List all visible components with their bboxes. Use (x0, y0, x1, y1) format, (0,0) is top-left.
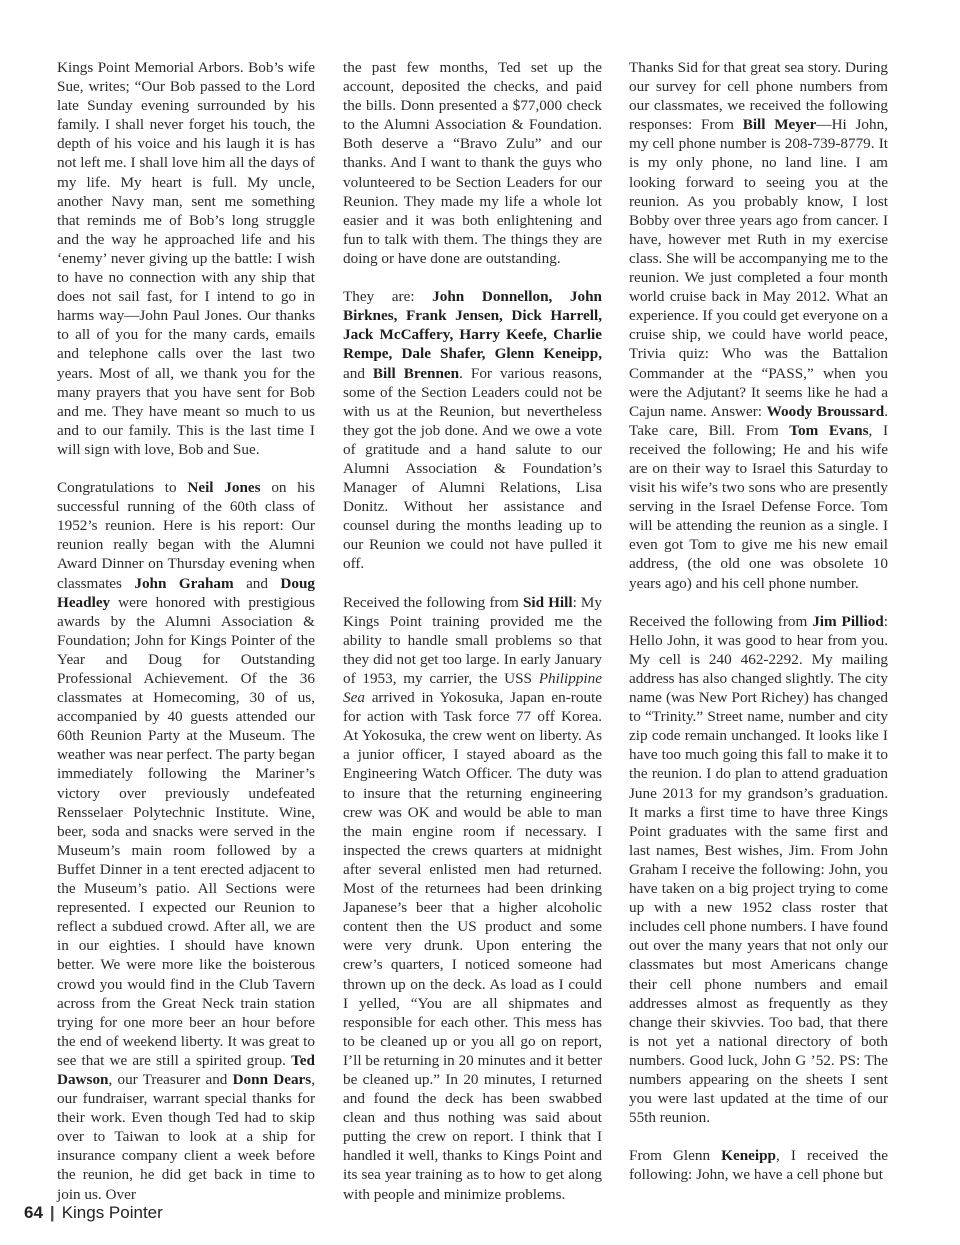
bold-name: Ted Dawson (57, 1051, 315, 1088)
text-run: . Take care, Bill. From (629, 402, 888, 439)
text-run: : Hello John, it was good to hear from you. My cell is 240 462-2292. My mailing address has also changed slightly. The city name (was New Port Richey) has changed to “Trinity.” Street name, number and city zip code remain unchanged. It looks like I have too much going this fall to make it to the reunion. I do plan to attend graduation June 2013 for my grandson’s graduation. It marks a first time to have three Kings Point graduates with the same first and last names, Best wishes, Jim. From John Graham I receive the following: John, you have taken on a big project trying to come up with a new 1952 class roster that includes cell phone numbers. I have found out over the many years that not only our classmates but most Americans change their cell phone numbers and email addresses almost as frequently as they change their skivvies. Too bad, that there is not yet a national directory of both numbers. Good luck, John G ’52. PS: The numbers appearing on the sheets I sent you were last updated at the time of our 55th reunion. (629, 612, 888, 1127)
text-run: arrived in Yokosuka, Japan en-route for action with Task force 77 off Korea. At Yokosuka, the crew went on liberty. As a junior officer, I stayed aboard as the Engineering Watch Officer. The duty was to insure that the returning engineering crew was OK and would be able to man the main engine room if necessary. I inspected the crews quarters at midnight after several enlisted men had returned. Most of the returnees had been drinking Japanese’s beer that a higher alcoholic content then the US product and some were very drunk. Upon entering the crew’s quarters, I noticed someone had thrown up on the deck. As load as I could I yelled, “You are all shipmates and responsible for each other. This mess has to be cleaned up or you all go on report, I’ll be returning in 20 minutes and it better be cleaned up.” In 20 minutes, I returned and found the deck has been swabbed clean and thus nothing was said about putting the crew on report. I think that I handled it well, thanks to Kings Point and its sea year training as to how to get along with people and minimize problems. (343, 689, 602, 1203)
text-run: on his successful running of the 60th class of 1952’s reunion. Here is his report: Our reunion really began with the Alumni Award Dinner on Thursday evening when classmates (57, 479, 315, 592)
bold-name: Donn Dears (232, 1070, 312, 1088)
article-column-1 (57, 58, 315, 1204)
bold-name: Doug Headley (57, 574, 315, 611)
page-footer (24, 1203, 163, 1223)
article-paragraph (57, 478, 315, 1204)
article-column-2 (343, 58, 602, 1204)
bold-name: Tom Evans (789, 421, 869, 439)
text-run: They are: (343, 288, 433, 306)
text-run: Congratulations to (57, 479, 188, 497)
bold-name: Keneipp (721, 1147, 776, 1165)
bold-name: John Graham (134, 574, 234, 592)
bold-name: Woody Broussard (766, 402, 885, 420)
footer-separator: | (49, 1203, 55, 1222)
bold-name: Neil Jones (187, 479, 261, 497)
bold-name: Jim Pilliod (812, 612, 884, 630)
text-run: Kings Point Memorial Arbors. Bob’s wife Sue, writes; “Our Bob passed to the Lord late Sunday evening surrounded by his family. I shall never forget his touch, the depth of his voice and his laugh it is has not left me. I shall love him all the days of my life. My heart is full. My uncle, another Navy man, sent me something that reminds me of Bob’s long struggle and the way he approached life and his ‘enemy’ never giving up the battle: I wish to have no connection with any ship that does not sail fast, for I intend to go in harms way—John Paul Jones. Our thanks to all of you for the many cards, emails and telephone calls over the last two years. Most of all, we thank you for the many prayers that you have sent for Bob and me. They have meant so much to us and to our family. This is the last time I will sign with love, Bob and Sue. (57, 59, 315, 458)
article-column-3 (629, 58, 888, 1185)
text-run: and (343, 364, 373, 382)
bold-name: Sid Hill (522, 593, 573, 611)
text-run: From Glenn (629, 1147, 722, 1165)
italic-text: Philippine Sea (343, 670, 602, 707)
article-paragraph (629, 612, 888, 1128)
text-run: —Hi John, my cell phone number is 208-739-8779. It is my only phone, no land line. I am looking forward to seeing you at the reunion. As you probably know, I lost Bobby over three years ago from cancer. I have, however met Ruth in my exercise class. She will be accompanying me to the reunion. We just completed a four month world cruise back in May 2012. What an experience. If you could get everyone on a cruise ship, we could have world peace, Trivia quiz: Who was the Battalion Commander at the “PASS,” when you were the Adjutant? It seems like he had a Cajun name. Answer: (629, 116, 888, 420)
text-run: the past few months, Ted set up the account, deposited the checks, and paid the bills. Donn presented a $77,000 check to the Alumni Association & Foundation. Both deserve a “Bravo Zulu” and our thanks. And I want to thank the guys who volunteered to be Section Leaders for our Reunion. They made my life a whole lot easier and it was both enlightening and fun to talk with them. The things they are doing or have done are outstanding. (343, 59, 602, 267)
text-run: Received the following from (343, 593, 523, 611)
article-paragraph (343, 593, 602, 1204)
article-paragraph (57, 58, 315, 459)
bold-name: Bill Brennen (372, 364, 460, 382)
text-run: . For various reasons, some of the Section Leaders could not be with us at the Reunion, but nevertheless they got the job done. And we owe a vote of gratitude and a hand salute to our Alumni Association & Foundation’s Manager of Alumni Relations, Lisa Donitz. Without her assistance and counsel during the months leading up to our Reunion we could not have pulled it off. (343, 364, 602, 573)
bold-name: John Donnellon, John Birknes, Frank Jensen, Dick Harrell, Jack McCaffery, Harry Keefe, Charlie Rempe, Dale Shafer, Glenn Keneipp, (343, 288, 603, 363)
text-run: , I received the following: John, we have a cell phone but (629, 1147, 888, 1184)
text-run: : My Kings Point training provided me the ability to handle small problems so that they did not get too large. In early January of 1953, my carrier, the USS (343, 593, 602, 687)
text-run: , our fundraiser, warrant special thanks for their work. Even though Ted had to skip over to Taiwan to look at a ship for insurance company client a week before the reunion, he did get back in time to join us. Over (57, 1070, 315, 1203)
text-run: were honored with prestigious awards by the Alumni Association & Foundation; John for Kings Pointer of the Year and Doug for Outstanding Professional Achievement. Of the 36 classmates at Homecoming, 30 of us, accompanied by 40 guests attended our 60th Reunion Party at the Museum. The weather was near perfect. The party began immediately following the Mariner’s victory over previously undefeated Rensselaer Polytechnic Institute. Wine, beer, soda and snacks were served in the Museum’s main room followed by a Buffet Dinner in a tent erected adjacent to the Museum’s patio. All Sections were represented. I expected our Reunion to reflect a subdued crowd. After all, we are in our eighties. I should have known better. We were more like the boisterous crowd you would find in the Club Tavern across from the Great Neck train station trying for one more beer an hour before the end of weekend liberty. It was great to see that we are still a spirited group. (57, 593, 315, 1069)
article-paragraph (629, 1146, 888, 1184)
article-paragraph (629, 58, 888, 593)
text-run: Thanks Sid for that great sea story. During our survey for cell phone numbers from our classmates, we received the following responses: From (629, 59, 888, 134)
bold-name: Bill Meyer (742, 116, 817, 134)
article-paragraph (343, 58, 602, 268)
text-run: and (233, 574, 281, 592)
publication-name: Kings Pointer (61, 1203, 163, 1222)
text-run: Received the following from (629, 612, 813, 630)
text-run: , our Treasurer and (108, 1070, 233, 1088)
page-number: 64 (24, 1203, 43, 1222)
text-run: , I received the following; He and his wife are on their way to Israel this Saturday to visit his wife’s two sons who are presently serving in the Israel Defense Force. Tom will be attending the reunion as a single. I even got Tom to give me his new email address, (the old one was obsolete 10 years ago) and his cell phone number. (629, 421, 889, 592)
article-paragraph (343, 287, 602, 573)
